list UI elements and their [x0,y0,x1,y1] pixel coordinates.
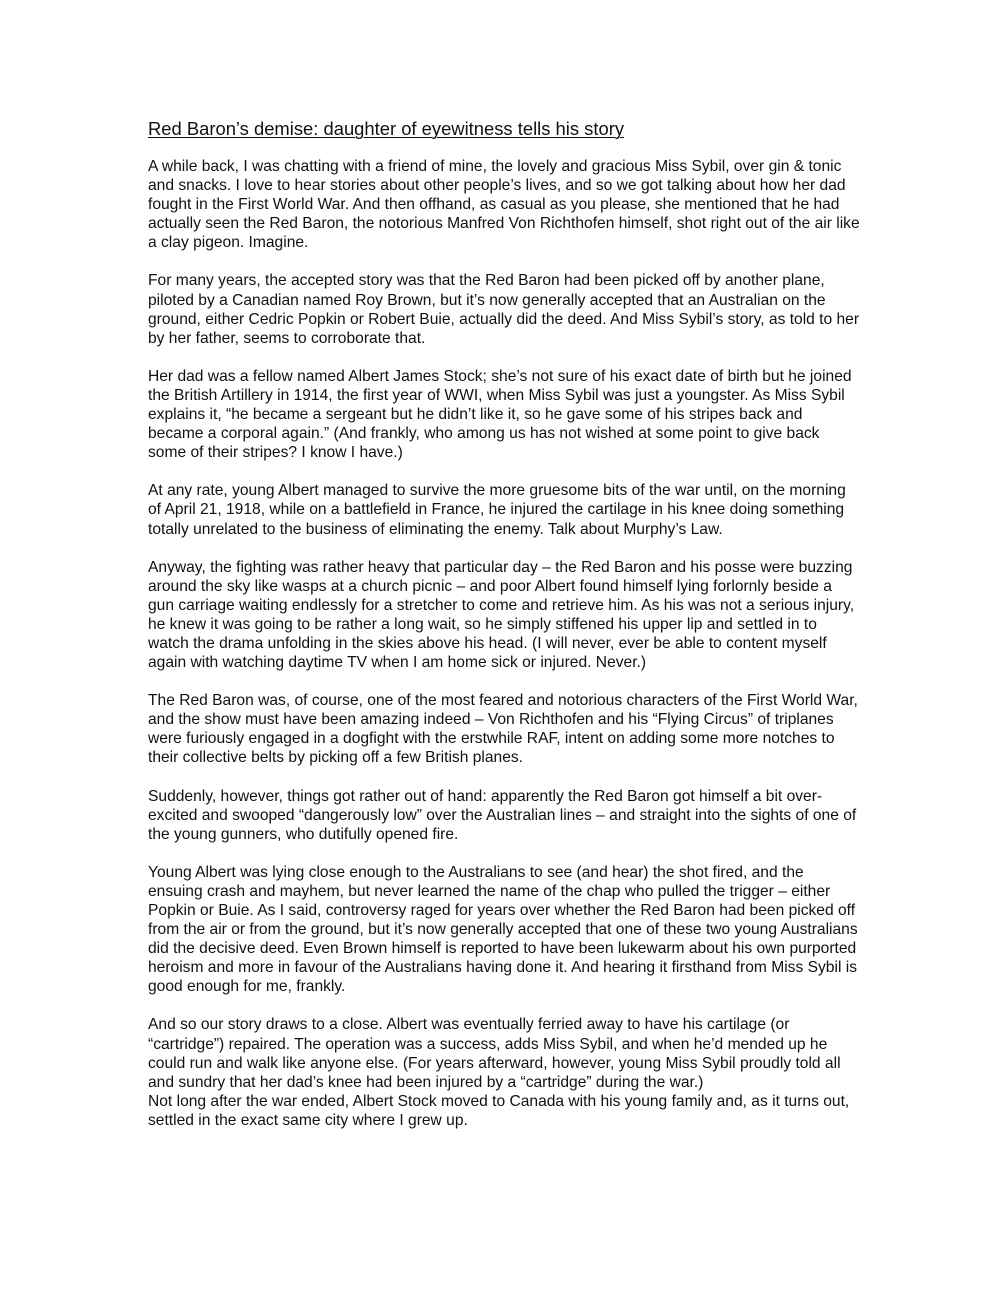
paragraph-1: A while back, I was chatting with a friend of mine, the lovely and gracious Miss Sybil, over gin & tonic and snacks. I love to hear stories about other people’s lives, and so we got talking about how her dad fought in the First World War. And then offhand, as casual as you please, she mentioned that he had actually seen the Red Baron, the notorious Manfred Von Richthofen himself, shot right out of the air like a clay pigeon. Imagine. [148,158,860,252]
article-title: Red Baron’s demise: daughter of eyewitness tells his story [148,118,625,139]
paragraph-5: Anyway, the fighting was rather heavy that particular day – the Red Baron and his posse were buzzing around the sky like wasps at a church picnic – and poor Albert found himself lying forlornly beside a gun carriage waiting endlessly for a stretcher to come and retrieve him. As his was not a serious injury, he knew it was going to be rather a long wait, so he simply stiffened his upper lip and settled in to watch the drama unfolding in the skies above his head. (I will never, ever be able to content myself again with watching daytime TV when I am home sick or injured. Never.) [148,558,855,672]
paragraph-8: Young Albert was lying close enough to the Australians to see (and hear) the shot fired, and the ensuing crash and mayhem, but never learned the name of the chap who pulled the trigger – either Popkin or Buie. As I said, controversy raged for years over whether the Red Baron had been picked off from the air or from the ground, but it’s now generally accepted that one of these two young Australians did the decisive deed. Even Brown himself is reported to have been lukewarm about his own purported heroism and more in favour of the Australians having done it. And hearing it firsthand from Miss Sybil is good enough for me, frankly. [148,863,858,996]
paragraph-4: At any rate, young Albert managed to survive the more gruesome bits of the war until, on the morning of April 21, 1918, while on a battlefield in France, he injured the cartilage in his knee doing something totally unrelated to the business of eliminating the enemy. Talk about Murphy’s Law. [148,482,846,538]
paragraph-9: And so our story draws to a close. Albert was eventually ferried away to have his cartilage (or “cartridge”) repaired. The operation was a success, adds Miss Sybil, and when he’d mended up he could run and walk like anyone else. (For years afterward, however, young Miss Sybil proudly told all and sundry that her dad’s knee had been injured by a “cartridge” during the war.) [148,1016,841,1091]
paragraph-3: Her dad was a fellow named Albert James Stock; she’s not sure of his exact date of birth but he joined the British Artillery in 1914, the first year of WWI, when Miss Sybil was just a youngster. As Miss Sybil explains it, “he became a sergeant but he didn’t like it, so he gave some of his stripes back and became a corporal again.” (And frankly, who among us has not wished at some point to give back some of their stripes? I know I have.) [148,367,852,462]
paragraph-10: Not long after the war ended, Albert Stock moved to Canada with his young family and, as it turns out, settled in the exact same city where I grew up. [148,1092,850,1129]
paragraph-2: For many years, the accepted story was that the Red Baron had been picked off by another plane, piloted by a Canadian named Roy Brown, but it’s now generally accepted that an Australian on the ground, either Cedric Popkin or Robert Buie, actually did the deed. And Miss Sybil’s story, as told to her by her father, seems to corroborate that. [148,272,860,347]
document-page [148,118,860,1149]
paragraph-6: The Red Baron was, of course, one of the most feared and notorious characters of the First World War, and the show must have been amazing indeed – Von Richthofen and his “Flying Circus” of triplanes were furiously engaged in a dogfight with the erstwhile RAF, intent on adding some more notches to their collective belts by picking off a few British planes. [148,692,858,767]
paragraph-7: Suddenly, however, things got rather out of hand: apparently the Red Baron got himself a bit over-excited and swooped “dangerously low” over the Australian lines – and straight into the sights of one of the young gunners, who dutifully opened fire. [148,787,857,843]
